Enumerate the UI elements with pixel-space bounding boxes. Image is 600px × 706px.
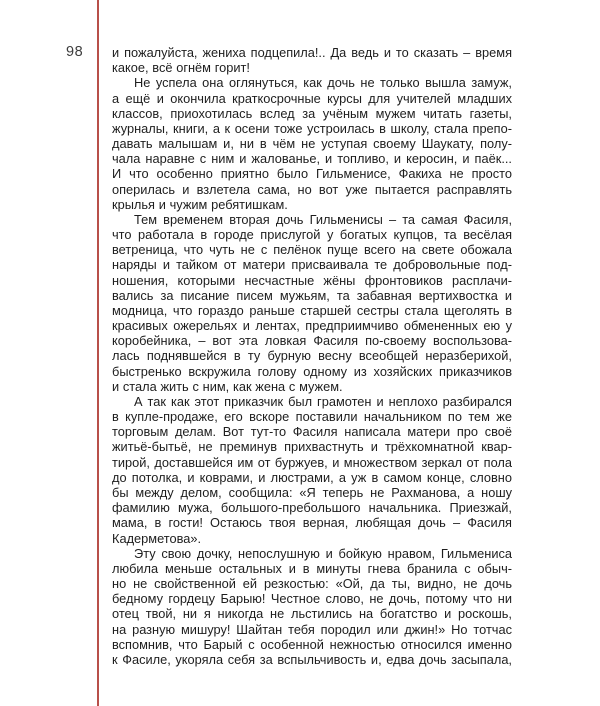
text-line: житьё-бытьё, не преминув прихвастнуть и трёхкомнатной квар- — [112, 439, 512, 455]
text-line: тирой, доставшейся им от буржуев, и множеством зеркал от пола — [112, 454, 512, 470]
text-line: лась поднявшейся в ту бурную весну всеобщей неразберихой, — [112, 348, 512, 364]
text-line: Эту свою дочку, непослушную и бойкую нравом, Гильмениса — [134, 545, 512, 561]
text-line: вспомнив, что Барый с особенной нежностью относился именно — [112, 636, 512, 652]
text-line: а ещё и окончила краткосрочные курсы для учителей младших — [112, 90, 512, 106]
text-line: И что особенно приятно было Гильменисе, Факиха не просто — [112, 166, 512, 182]
text-line: и пожалуйста, жениха подцепила!.. Да ведь и то сказать – время — [112, 45, 512, 60]
text-line: крылья и чужим ребятишкам. — [112, 196, 288, 212]
text-line: журналы, книги, а к осени тоже устроилась в школу, стала препо- — [112, 120, 512, 136]
text-line: что работала в городе прислугой у богатых купцов, та весёлая — [112, 227, 512, 243]
text-line: оперилась и взлетела сама, но вот уже пытается расправлять — [112, 181, 512, 197]
text-line: но не свойственной ей резкостью: «Ой, да ты, видно, не дочь — [112, 576, 512, 592]
text-line: мама, в гости! Остаюсь твоя верная, любящая дочь – Фасиля — [112, 515, 512, 531]
text-line: Кадерметова». — [112, 530, 202, 546]
text-line: на разную мишуру! Шайтан тебя породил или джин!» Но тотчас — [112, 621, 512, 637]
text-line: бедному гордецу Барыю! Честное слово, не дочь, потому что ни — [112, 591, 512, 607]
text-line: отец твой, ни я никогда не льстились на богатство и роскошь, — [112, 606, 512, 622]
text-line: какое, всё огнём горит! — [112, 60, 250, 76]
margin-rule — [97, 0, 99, 706]
text-line: А так как этот приказчик был грамотен и неплохо разбирался — [134, 393, 512, 409]
text-line: красивых ожерельях и лентах, предприимчиво обмененных ею у — [112, 318, 512, 334]
text-line: торговым делам. Вот тут-то Фасиля написала матери про своё — [112, 424, 512, 440]
text-line: наряды и тайком от матери присваивала те добровольные под- — [112, 257, 512, 273]
text-line: чала наравне с ним и жалованье, и топливо, и керосин, и паёк... — [112, 151, 512, 167]
text-line: бы между делом, сообщила: «Я теперь не Рахманова, а ношу — [112, 484, 512, 500]
text-line: ветреница, что чуть не с пелёнок пуще всего на свете обожала — [112, 242, 512, 258]
text-line: к Фасиле, укоряла себя за вспыльчивость и, едва дочь засыпала, — [112, 651, 512, 667]
text-line: до потолка, и коврами, и люстрами, а уж в самом конце, словно — [112, 469, 512, 485]
text-line: коробейника, – вот эта ловкая Фасиля по-своему воспользова- — [112, 333, 512, 349]
text-line: и стала жить с ним, как жена с мужем. — [112, 378, 343, 394]
text-line: ношения, которыми несчастные жёны фронтовиков расплачи- — [112, 272, 512, 288]
text-line: модница, что гораздо раньше старшей сестры стала щеголять в — [112, 302, 512, 318]
text-line: фамилию мужа, большого-пребольшого начальника. Приезжай, — [112, 500, 512, 516]
text-line: Тем временем вторая дочь Гильменисы – та самая Фасиля, — [134, 211, 512, 227]
text-line: классов, приохотилась вслед за учёным мужем читать газеты, — [112, 105, 512, 121]
text-line: любила меньше остальных и в минуты гнева бранила с обыч- — [112, 560, 512, 576]
text-block — [112, 45, 512, 667]
page-number: 98 — [66, 44, 84, 60]
text-line: Не успела она оглянуться, как дочь не только вышла замуж, — [134, 75, 512, 91]
text-line: быстренько вскружила голову одному из хозяйских приказчиков — [112, 363, 512, 379]
text-line: вались за писание писем мужьям, та забавная вертихвостка и — [112, 287, 512, 303]
text-line: в купле-продаже, его вскоре поставили начальником по тем же — [112, 409, 512, 425]
text-line: давать малышам и, ни в чём не уступая своему Шаукату, полу- — [112, 136, 512, 152]
